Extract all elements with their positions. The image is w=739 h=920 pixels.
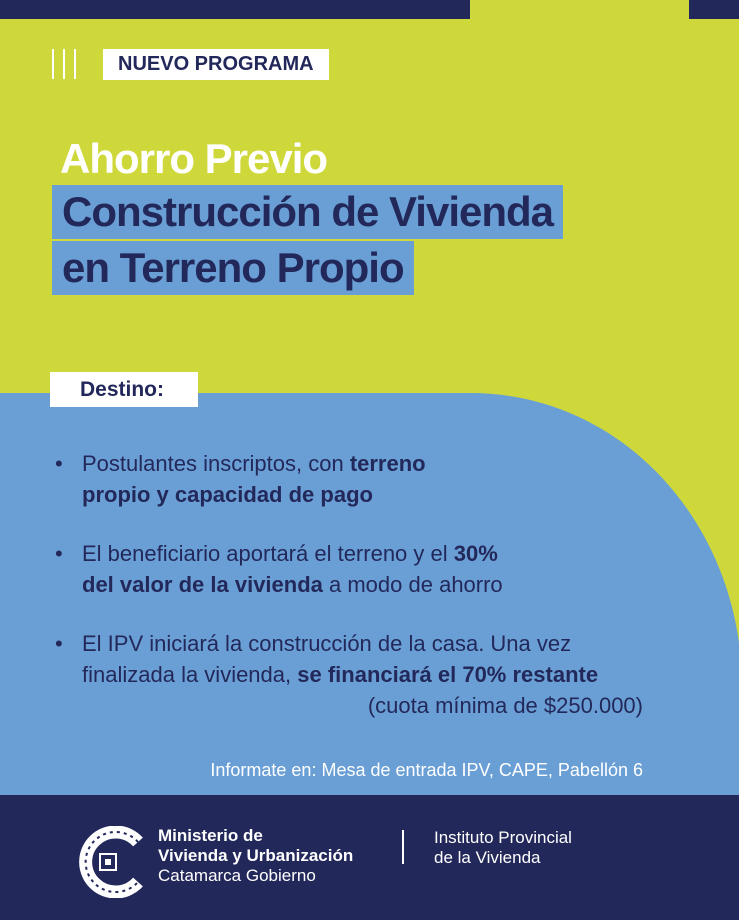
- destino-label: Destino:: [50, 372, 198, 407]
- top-bar-left: [0, 0, 470, 19]
- program-tag: NUEVO PROGRAMA: [103, 49, 329, 80]
- bullet-item: • El IPV iniciará la construcción de la casa. Una vez finalizada la vivienda, se financiará el 70% restante (cuota mínima de $250.000): [55, 628, 655, 721]
- title-line-2: Construcción de Vivienda: [52, 185, 563, 239]
- bullet-item: • El beneficiario aportará el terreno y el 30% del valor de la vivienda a modo de ahorro: [55, 538, 655, 600]
- bullet-dot: •: [55, 631, 63, 656]
- bullet-dot: •: [55, 451, 63, 476]
- tick-marks-decoration: [52, 49, 88, 79]
- ministerio-c-logo-icon: [78, 826, 150, 898]
- footer-divider: [402, 830, 404, 864]
- bullet-dot: •: [55, 541, 63, 566]
- bullet-list: [55, 448, 655, 749]
- ministerio-name: Ministerio de Vivienda y Urbanización Catamarca Gobierno: [158, 826, 354, 885]
- instituto-name: Instituto Provincial de la Vivienda: [434, 828, 572, 867]
- bullet-item: • Postulantes inscriptos, con terreno propio y capacidad de pago: [55, 448, 655, 510]
- title-line-3: en Terreno Propio: [52, 241, 414, 295]
- top-bar-right: [689, 0, 739, 19]
- info-text: Informate en: Mesa de entrada IPV, CAPE, Pabellón 6: [210, 760, 643, 780]
- title-line-1: Ahorro Previo: [60, 135, 328, 182]
